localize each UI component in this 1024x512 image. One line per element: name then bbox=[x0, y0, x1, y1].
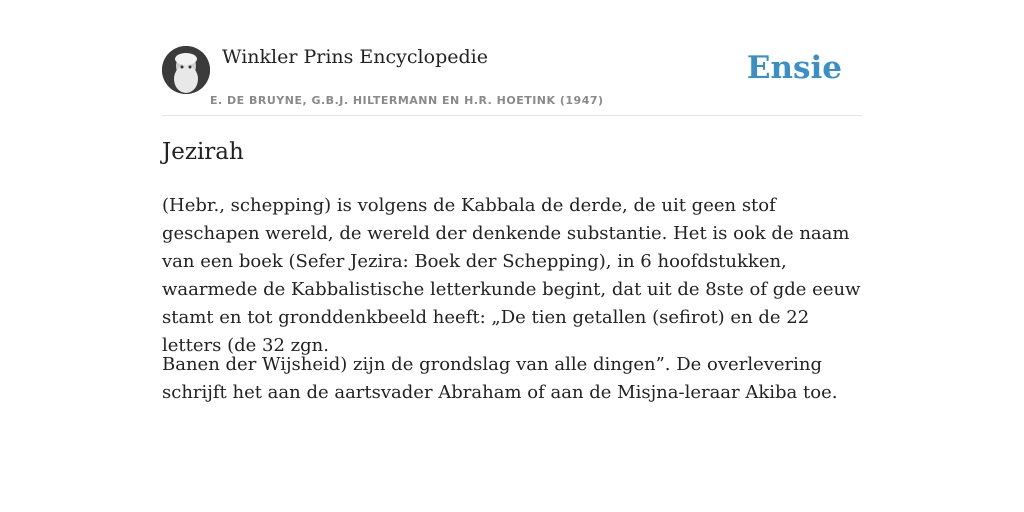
header bbox=[162, 0, 862, 116]
article-paragraph: Banen der Wijsheid) zijn de grondslag van alle dingen”. De overlevering schrijft het aan de aartsvader Abraham of aan de Misjna-leraar Akiba toe. bbox=[162, 354, 838, 403]
article-title: Jezirah bbox=[162, 139, 244, 165]
page bbox=[162, 0, 862, 512]
portrait-icon bbox=[162, 46, 210, 94]
site-logo[interactable]: Ensie bbox=[746, 50, 842, 86]
article-paragraph: (Hebr., schepping) is volgens de Kabbala de derde, de uit geen stof geschapen wereld, de wereld der denkende substantie. Het is ook de naam van een boek (Sefer Jezira: Boek der Schepping), in 6 hoofdstukken, waarmede de Kabbalistische letterkunde begint, dat uit de 8ste of gde eeuw stamt en tot gronddenkbeeld heeft: „De tien getallen (sefirot) en de 22 letters (de 32 zgn. bbox=[162, 195, 861, 356]
authors-line: E. DE BRUYNE, G.B.J. HILTERMANN EN H.R. HOETINK (1947) bbox=[210, 94, 604, 107]
publication-title[interactable]: Winkler Prins Encyclopedie bbox=[222, 46, 488, 68]
author-avatar[interactable] bbox=[162, 46, 210, 94]
